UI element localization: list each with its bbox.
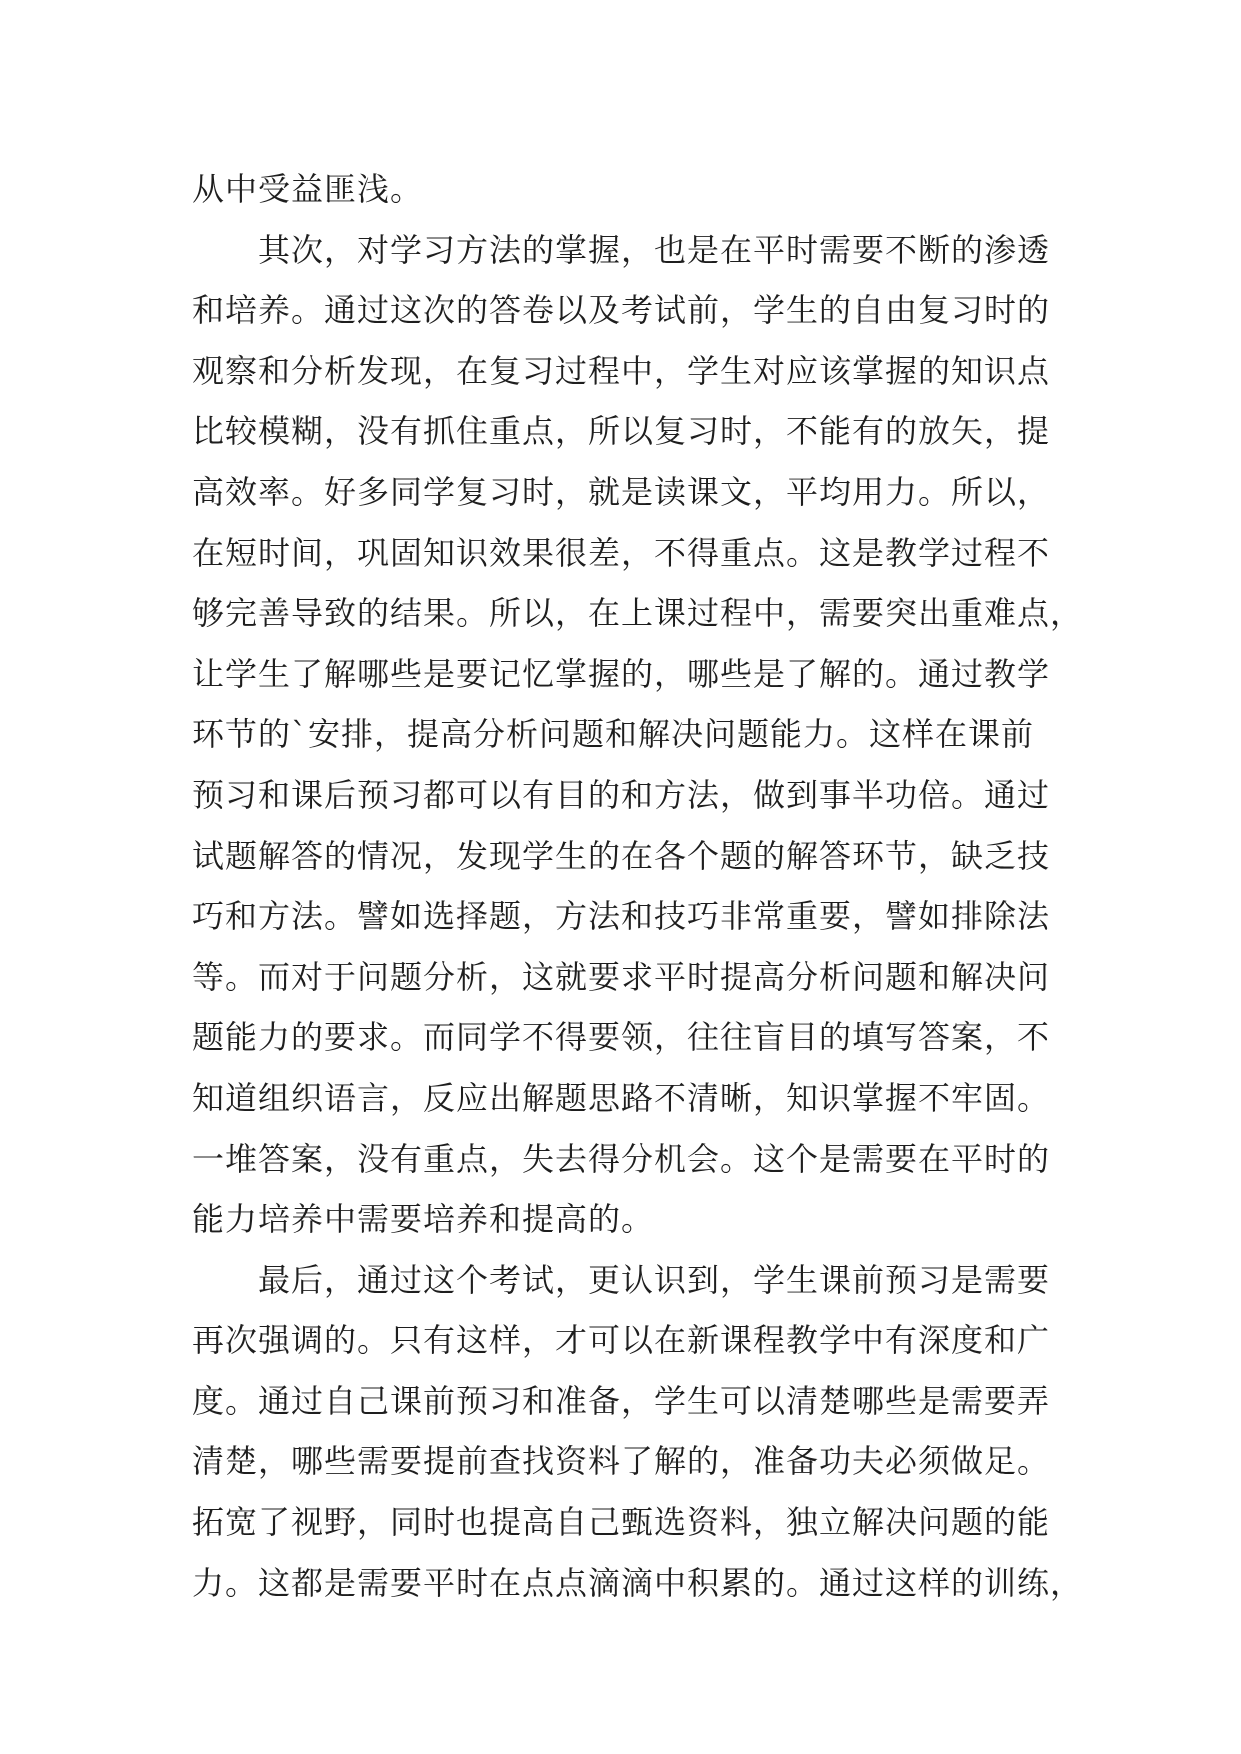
text-line: 再次强调的。只有这样，才可以在新课程教学中有深度和广 xyxy=(192,1321,1051,1360)
text-line: 拓宽了视野，同时也提高自己甄选资料，独立解决问题的能 xyxy=(192,1503,1051,1542)
text-line: 环节的`安排，提高分析问题和解决问题能力。这样在课前 xyxy=(192,715,1035,754)
text-line: 比较模糊，没有抓住重点，所以复习时，不能有的放矢，提 xyxy=(192,412,1051,451)
text-line: 等。而对于问题分析，这就要求平时提高分析问题和解决问 xyxy=(192,957,1051,996)
paragraph-start-line: 其次，对学习方法的掌握，也是在平时需要不断的渗透 xyxy=(258,230,1051,269)
text-line: 在短时间，巩固知识效果很差，不得重点。这是教学过程不 xyxy=(192,533,1051,572)
text-line: 从中受益匪浅。 xyxy=(192,170,424,208)
text-line: 能力培养中需要培养和提高的。 xyxy=(192,1200,655,1239)
text-line: 高效率。好多同学复习时，就是读课文，平均用力。所以， xyxy=(192,472,1051,511)
text-line: 巧和方法。譬如选择题，方法和技巧非常重要，譬如排除法 xyxy=(192,897,1051,936)
body-text xyxy=(192,159,1084,1613)
text-line: 清楚，哪些需要提前查找资料了解的，准备功夫必须做足。 xyxy=(192,1442,1051,1481)
text-line: 题能力的要求。而同学不得要领，往往盲目的填写答案，不 xyxy=(192,1018,1051,1057)
text-line: 力。这都是需要平时在点点滴滴中积累的。通过这样的训练， xyxy=(192,1563,1084,1602)
text-line: 一堆答案，没有重点，失去得分机会。这个是需要在平时的 xyxy=(192,1139,1051,1178)
text-line: 和培养。通过这次的答卷以及考试前，学生的自由复习时的 xyxy=(192,291,1051,330)
text-line: 预习和课后预习都可以有目的和方法，做到事半功倍。通过 xyxy=(192,775,1051,814)
text-line: 度。通过自己课前预习和准备，学生可以清楚哪些是需要弄 xyxy=(192,1381,1051,1420)
text-line: 够完善导致的结果。所以，在上课过程中，需要突出重难点， xyxy=(192,594,1084,633)
text-line: 试题解答的情况，发现学生的在各个题的解答环节，缺乏技 xyxy=(192,836,1051,875)
text-line: 观察和分析发现，在复习过程中，学生对应该掌握的知识点 xyxy=(192,351,1051,390)
text-line: 让学生了解哪些是要记忆掌握的，哪些是了解的。通过教学 xyxy=(192,654,1051,693)
text-line: 知道组织语言，反应出解题思路不清晰，知识掌握不牢固。 xyxy=(192,1078,1051,1117)
paragraph-start-line: 最后，通过这个考试，更认识到，学生课前预习是需要 xyxy=(258,1260,1051,1299)
